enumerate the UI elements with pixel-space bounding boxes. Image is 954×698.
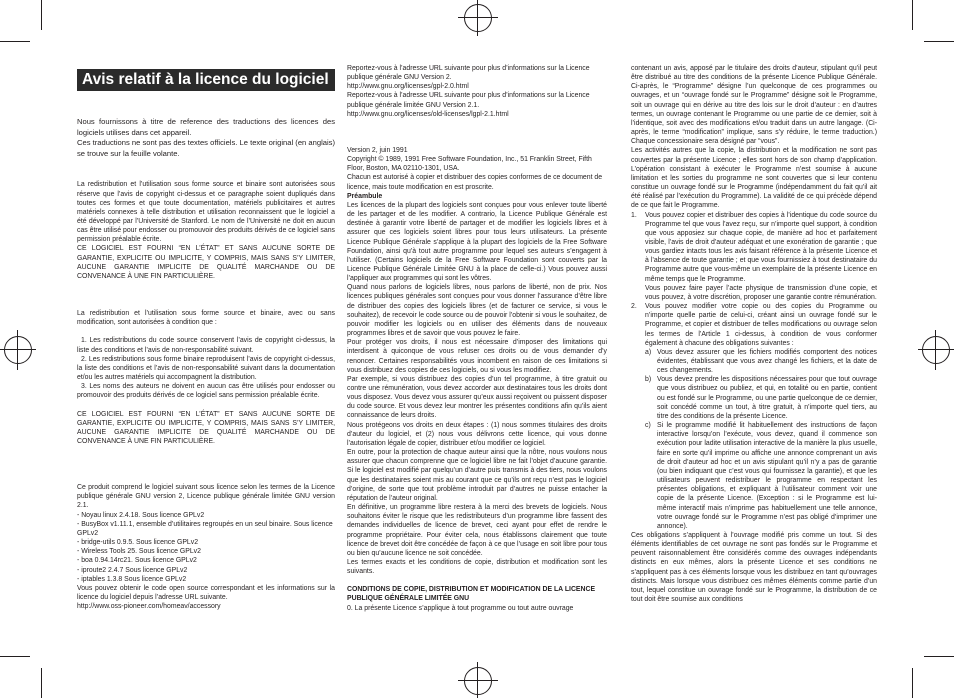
item-number: 1. [631, 211, 637, 219]
crop-mark [912, 668, 913, 698]
preamble-paragraph: Pour protéger vos droits, il nous est nécessaire d’imposer des limitations qui interdisent à quiconque de vous refuser ces droits ou de vous demander d’y renoncer. Certaines responsabilités vous incombent en raison de ces limitations si vous distribuez des copies de ces logiciels, ou si vous les modifiez. [347, 339, 607, 374]
conditions-heading: CONDITIONS DE COPIE, DISTRIBUTION ET MODIFICATION DE LA LICENCE PUBLIQUE GÉNÉRALE LIMITÉE GNU [347, 586, 596, 603]
registration-mark-top-line [477, 0, 478, 36]
crop-mark [0, 41, 30, 42]
condition-paragraph: Ces obligations s’appliquent à l’ouvrage modifié pris comme un tout. Si des éléments identifiables de cet ouvrage ne sont pas fondés sur le Programme et peuvent raisonnablement être considérés comme des ouvrages indépendants distincts en eux mêmes, alors la présente Licence et ses conditions ne s’appliquent pas à ces éléments lorsque vous les distribuez en tant qu’ouvrages distincts. Mais lorsque vous distribuez ces mêmes éléments comme partie d’un tout, lequel constitue un ouvrage fondé sur le Programme, la distribution de ce tout doit être soumise aux conditions [631, 531, 877, 604]
page-title: Avis relatif à la licence du logiciel [77, 69, 335, 91]
preamble-paragraph: Quand nous parlons de logiciels libres, nous parlons de liberté, non de prix. Nos licences publiques générales sont conçues pour vous donner l’assurance d’être libre de distribuer des copies des logiciels libres (et de facturer ce service, si vous le souhaitez), de recevoir le code source ou de pouvoir l’obtenir si vous le souhaitez, de pouvoir modifier les logiciels ou en utiliser des éléments dans de nouveaux programmes libres et de savoir que vous pouvez le faire. [347, 284, 607, 338]
preamble-paragraph: Les termes exacts et les conditions de copie, distribution et modification sont les suivants. [347, 558, 607, 576]
reference-url: http://www.gnu.org/licenses/old-licenses/lgpl-2.1.html [347, 110, 509, 118]
column-right [631, 64, 877, 604]
crop-mark [0, 656, 30, 657]
registration-mark-right [922, 336, 950, 364]
column-middle [347, 64, 607, 613]
list-item: - iptables 1.3.8 Sous licence GPLv2 [77, 575, 187, 583]
registration-mark-left [4, 336, 32, 364]
condition-paragraph: Les activités autres que la copie, la distribution et la modification ne sont pas couvertes par la présente Licence ; elles sont hors de son champ d’application. L’opération consistant à exécuter le Programme n’est soumise à aucune limitation et les sorties du programme ne sont couvertes que si leur contenu constitue un ouvrage fondé sur le Programme (indépendamment du fait qu’il ait été réalisé par l’exécution du Programme). La validité de ce qui précède dépend de ce que fait le Programme. [631, 147, 877, 210]
sub-item-text: Vous devez prendre les dispositions nécessaires pour que tout ouvrage que vous distribuez ou publiez, et qui, en totalité ou en partie, contient ou est fondé sur le Programme, ou une partie quelconque de ce dernier, soit concédé comme un tout, à titre gratuit, à n’importe quel tiers, au titre des conditions de la présente Licence. [657, 376, 877, 420]
column-left [77, 64, 335, 611]
registration-mark-bottom [464, 667, 492, 695]
reference-url: http://www.gnu.org/licenses/gpl-2.0.html [347, 83, 469, 91]
intro-paragraph: Nous fournissons à titre de reference des traductions des licences des logiciels utilises dans cet appareil. [77, 117, 335, 137]
registration-mark-left-line [0, 349, 36, 350]
list-item: 3. Les noms des auteurs ne doivent en aucun cas être utilisés pour endosser ou promouvoir des produits dérivés de ce logiciel sans permission préalable écrite. [77, 383, 335, 400]
registration-mark-top-line [458, 17, 498, 18]
item-text: Vous pouvez copier et distribuer des copies à l’identique du code source du Programme tel que vous l’avez reçu, sur n’importe quel support, à condition que vous apposiez sur chaque copie, de manière ad hoc et parfaitement visible, l’avis de droit d’auteur adéquat et une exonération de garantie ; que vous gardiez intacts tous les avis faisant référence à la présente Licence et à l’absence de toute garantie ; et que vous fournissiez à tout destinataire du Programme autre que vous-même un exemplaire de la présente Licence en même temps que le Programme. [645, 211, 877, 283]
sub-item [631, 375, 877, 421]
registration-mark-right-line [935, 330, 936, 370]
crop-mark [924, 41, 954, 42]
sub-item [631, 348, 877, 375]
license-disclaimer: CE LOGICIEL EST FOURNI “EN L’ÉTAT” ET SANS AUCUNE SORTE DE GARANTIE, EXPLICITE OU IMPLICITE, Y COMPRIS, MAIS SANS S’Y LIMITER, AUCUNE GARANTIE IMPLICITE DE QUALITÉ MARCHANDE OU DE CONVENANCE À UNE FIN PARTICULIÈRE. [77, 245, 335, 280]
condition-item [631, 302, 877, 348]
license-paragraph: La redistribution et l’utilisation sous forme source et binaire sont autorisées sous réserve que l’avis de copyright ci-dessus et ce paragraphe soient dupliqués dans toutes ces formes et que toute documentation, matériels publicitaires et autres matériels connexes à telle distribution et utilisation reconnaissent que le logiciel a été développé par l’Université de Stanford. Le nom de l’Université ne doit en aucun cas être utilisé pour endosser ou promouvoir des produits dérivés de ce logiciel sans permission préalable écrite. [77, 181, 335, 244]
condition-item [631, 211, 877, 284]
crop-mark [41, 668, 42, 698]
crop-mark [41, 0, 42, 30]
list-item: - iproute2 2.4.7 Sous licence GPLv2 [77, 566, 188, 574]
copyright-line: Copyright © 1989, 1991 Free Software Foundation, Inc., 51 Franklin Street, Fifth Floor, Boston, MA 02110-1301, USA. [347, 156, 592, 173]
preamble-heading: Préambule [347, 192, 383, 200]
item-text: Vous pouvez modifier votre copie ou des copies du Programme ou n’importe quelle partie de celui-ci, créant ainsi un ouvrage fondé sur le Programme, et copier et distribuer de telles modifications ou ouvrage selon les termes de l’Article 1 ci-dessus, à condition de vous conformer également à chacune des obligations suivantes : [645, 303, 877, 347]
list-item: - Noyau linux 2.4.18. Sous licence GPLv2 [77, 511, 205, 519]
preamble-paragraph: En outre, pour la protection de chaque auteur ainsi que la nôtre, nous voulons nous assurer que chacun comprenne que ce logiciel libre ne fait l’objet d’aucune garantie. Si le logiciel est modifié par quelqu’un d’autre puis transmis à des tiers, nous voulons que les destinataires soient mis au courant que ce qu’ils ont reçu n’est pas le logiciel d’origine, de sorte que tout problème introduit par d’autres ne puisse entacher la réputation de l’auteur original. [347, 449, 607, 502]
sub-item [631, 421, 877, 531]
registration-mark-right-line [918, 349, 954, 350]
reference-paragraph: Reportez-vous à l’adresse URL suivante pour plus d’informations sur la Licence publique générale limitée GNU Version 2.1. [347, 92, 590, 109]
preamble-paragraph: En définitive, un programme libre restera à la merci des brevets de logiciels. Nous souhaitons éviter le risque que les redistributeurs d’un programme libre fassent des demandes individuelles de licence de brevet, ceci ayant pour effet de rendre le programme propriétaire. Pour éviter cela, nous établissons clairement que toute licence de brevet doit être concédée de façon à ce que l’usage en soit libre pour tous ou bien qu’aucune licence ne soit concédée. [347, 504, 607, 557]
preamble-paragraph: Les licences de la plupart des logiciels sont conçues pour vous enlever toute liberté de les partager et de les modifier. A contrario, la Licence Publique Générale est destinée à garantir votre liberté de partager et de modifier les logiciels libres et à assurer que ces logiciels soient libres pour tous leurs utilisateurs. La présente Licence Publique Générale s’applique à la plupart des logiciels de la Free Software Foundation, ainsi qu’à tout autre programme pour lequel ses auteurs s’engagent à l’utiliser. (Certains logiciels de la Free Software Foundation sont couverts par la Licence Publique Générale Limitée GNU à la place de celle-ci.) Vous pouvez aussi l’appliquer aux programmes qui sont les vôtres. [347, 201, 607, 283]
condition-paragraph: contenant un avis, apposé par le titulaire des droits d’auteur, stipulant qu’il peut être distribué au titre des conditions de la présente Licence Publique Générale. Ci-après, le “Programme” désigne l’un quelconque de ces programmes ou ouvrages, et un “ouvrage fondé sur le Programme” désigne soit le Programme, soit un ouvrage qui en dérive au titre des lois sur le droit d’auteur : en d’autres termes, un ouvrage contenant le Programme ou une partie de ce dernier, soit à l’identique, soit avec des modifications et/ou traduit dans un autre langage. (Ci-après, le terme “modification” implique, sans s’y réduire, le terme traduction.) Chaque concessionaire sera désigné par “vous”. [631, 65, 877, 146]
list-item: - Wireless Tools 25. Sous licence GPLv2 [77, 548, 201, 556]
source-paragraph: Vous pouvez obtenir le code open source correspondant et les informations sur la licence du logiciel depuis l’adresse URL suivante. [77, 584, 335, 601]
registration-mark-bottom-line [458, 680, 498, 681]
list-item: 2. Les redistributions sous forme binaire reproduisent l’avis de copyright ci-dessus, la liste des conditions et l’avis de non-responsabilité suivant dans la documentation et/ou les autres matériels qui accompagnent la distribution. [77, 355, 335, 382]
sub-item-text: Si le programme modifié lit habituellement des instructions de façon interactive lorsqu’on l’exécute, vous devez, quand il commence son exécution pour ladite utilisation interactive de la manière la plus usuelle, faire en sorte qu’il imprime ou affiche une annonce comprenant un avis de droit d’auteur ad hoc et un avis stipulant qu’il n’y a pas de garantie (ou bien indiquant que c’est vous qui fournissez la garantie), et que les utilisateurs peuvent redistribuer le programme en respectant les présentes obligations, et expliquant à l’utilisateur comment voir une copie de la présente Licence. (Exception : si le Programme est lui-même interactif mais n’imprime pas habituellement une telle annonce, votre ouvrage fondé sur le Programme n’est pas obligé d’imprimer une annonce). [657, 422, 877, 530]
version-line: Version 2, juin 1991 [347, 146, 408, 154]
preamble-paragraph: Par exemple, si vous distribuez des copies d’un tel programme, à titre gratuit ou contre une rémunération, vous devez accorder aux destinataires tous les droits dont vous disposez. Vous devez vous assurer qu’eux aussi reçoivent ou puissent disposer du code source. Et vous devez leur montrer les présentes conditions afin qu’ils aient connaissance de leurs droits. [347, 375, 607, 420]
reference-paragraph: Reportez-vous à l’adresse URL suivante pour plus d’informations sur la Licence publique générale GNU Version 2. [347, 65, 590, 82]
sub-item-letter: c) [645, 422, 651, 430]
list-item: - BusyBox v1.11.1, ensemble d’utilitaires regroupés en un seul binaire. Sous licence GPLv2 [77, 520, 333, 537]
condition-paragraph: Vous pouvez faire payer l’acte physique de transmission d’une copie, et vous pouvez, à votre discrétion, proposer une garantie contre rémunération. [645, 284, 877, 301]
list-item: - boa 0.94.14rc21. Sous licence GPLv2 [77, 557, 197, 565]
sub-item-letter: a) [645, 348, 652, 356]
sub-item-letter: b) [645, 376, 652, 384]
list-item: - bridge-utils 0.9.5. Sous licence GPLv2 [77, 539, 199, 547]
condition-item: 0. La présente Licence s’applique à tout programme ou tout autre ouvrage [347, 604, 574, 612]
license-disclaimer: CE LOGICIEL EST FOURNI “EN L’ÉTAT” ET SANS AUCUNE SORTE DE GARANTIE, EXPLICITE OU IMPLICITE, Y COMPRIS, MAIS SANS S’Y LIMITER, AUCUNE GARANTIE IMPLICITE DE QUALITÉ MARCHANDE OU DE CONVENANCE À UNE FIN PARTICULIÈRE. [77, 410, 335, 445]
license-paragraph: La redistribution et l’utilisation sous forme source et binaire, avec ou sans modification, sont autorisées à condition que : [77, 310, 335, 327]
preamble-paragraph: Nous protégeons vos droits en deux étapes : (1) nous sommes titulaires des droits d’auteur du logiciel, et (2) nous vous délivrons cette licence, qui vous donne l’autorisation légale de copier, distribuer et/ou modifier ce logiciel. [347, 421, 607, 447]
item-number: 2. [631, 303, 637, 311]
crop-mark [924, 656, 954, 657]
intro-paragraph: Ces traductions ne sont pas des textes officiels. Le texte original (en anglais) se trouve sur la feuille volante. [77, 138, 335, 158]
list-item: 1. Les redistributions du code source conservent l’avis de copyright ci-dessus, la liste des conditions et l’avis de non-responsabilité suivant. [77, 337, 335, 354]
product-paragraph: Ce produit comprend le logiciel suivant sous licence selon les termes de la Licence publique générale GNU version 2, Licence publique générale limitée GNU version 2.1. [77, 484, 335, 510]
crop-mark [912, 0, 913, 30]
source-url: http://www.oss-pioneer.com/homeav/accessory [77, 603, 221, 611]
registration-mark-top [464, 4, 492, 32]
copy-permission: Chacun est autorisé à copier et distribuer des copies conformes de ce document de licence, mais toute modification en est proscrite. [347, 174, 603, 191]
sub-item-text: Vous devez assurer que les fichiers modifiés comportent des notices évidentes, établissant que vous avez changé les fichiers, et la date de ces changements. [657, 348, 877, 375]
registration-mark-left-line [17, 330, 18, 370]
